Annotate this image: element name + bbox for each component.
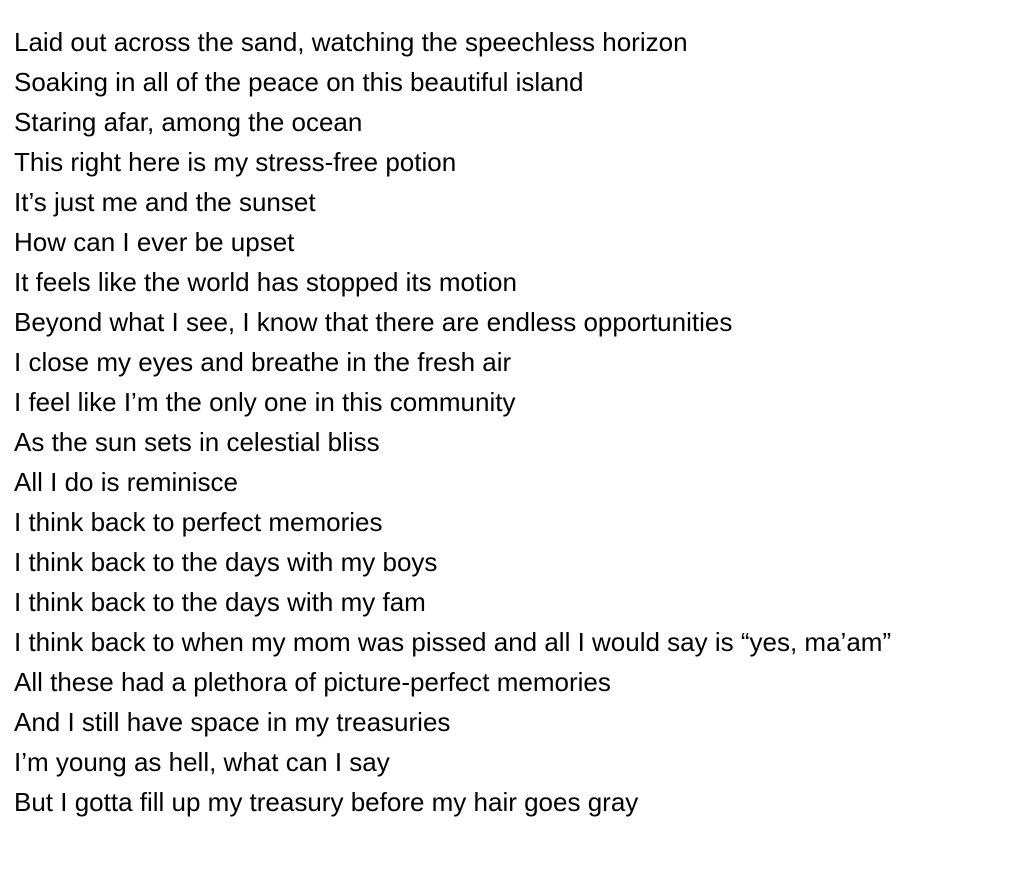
poem-line: I think back to the days with my boys [14,547,438,577]
poem-line: How can I ever be upset [14,227,295,257]
poem-line: But I gotta fill up my treasury before my hair goes gray [14,787,639,817]
poem-line: Soaking in all of the peace on this beautiful island [14,67,584,97]
poem-line: Staring afar, among the ocean [14,107,363,137]
poem-text [14,22,891,822]
poem-line: All I do is reminisce [14,467,238,497]
poem-line: I close my eyes and breathe in the fresh air [14,347,512,377]
poem-line: I think back to when my mom was pissed and all I would say is “yes, ma’am” [14,627,892,657]
poem-line: This right here is my stress-free potion [14,147,457,177]
poem-line: I think back to perfect memories [14,507,383,537]
poem-line: I feel like I’m the only one in this community [14,387,516,417]
poem-line: I think back to the days with my fam [14,587,426,617]
poem-line: As the sun sets in celestial bliss [14,427,380,457]
poem-line: All these had a plethora of picture-perfect memories [14,667,611,697]
poem-line: It’s just me and the sunset [14,187,316,217]
poem-line: I’m young as hell, what can I say [14,747,390,777]
poem-line: Laid out across the sand, watching the speechless horizon [14,27,688,57]
poem-line: And I still have space in my treasuries [14,707,451,737]
poem-line: It feels like the world has stopped its motion [14,267,517,297]
poem-line: Beyond what I see, I know that there are endless opportunities [14,307,733,337]
